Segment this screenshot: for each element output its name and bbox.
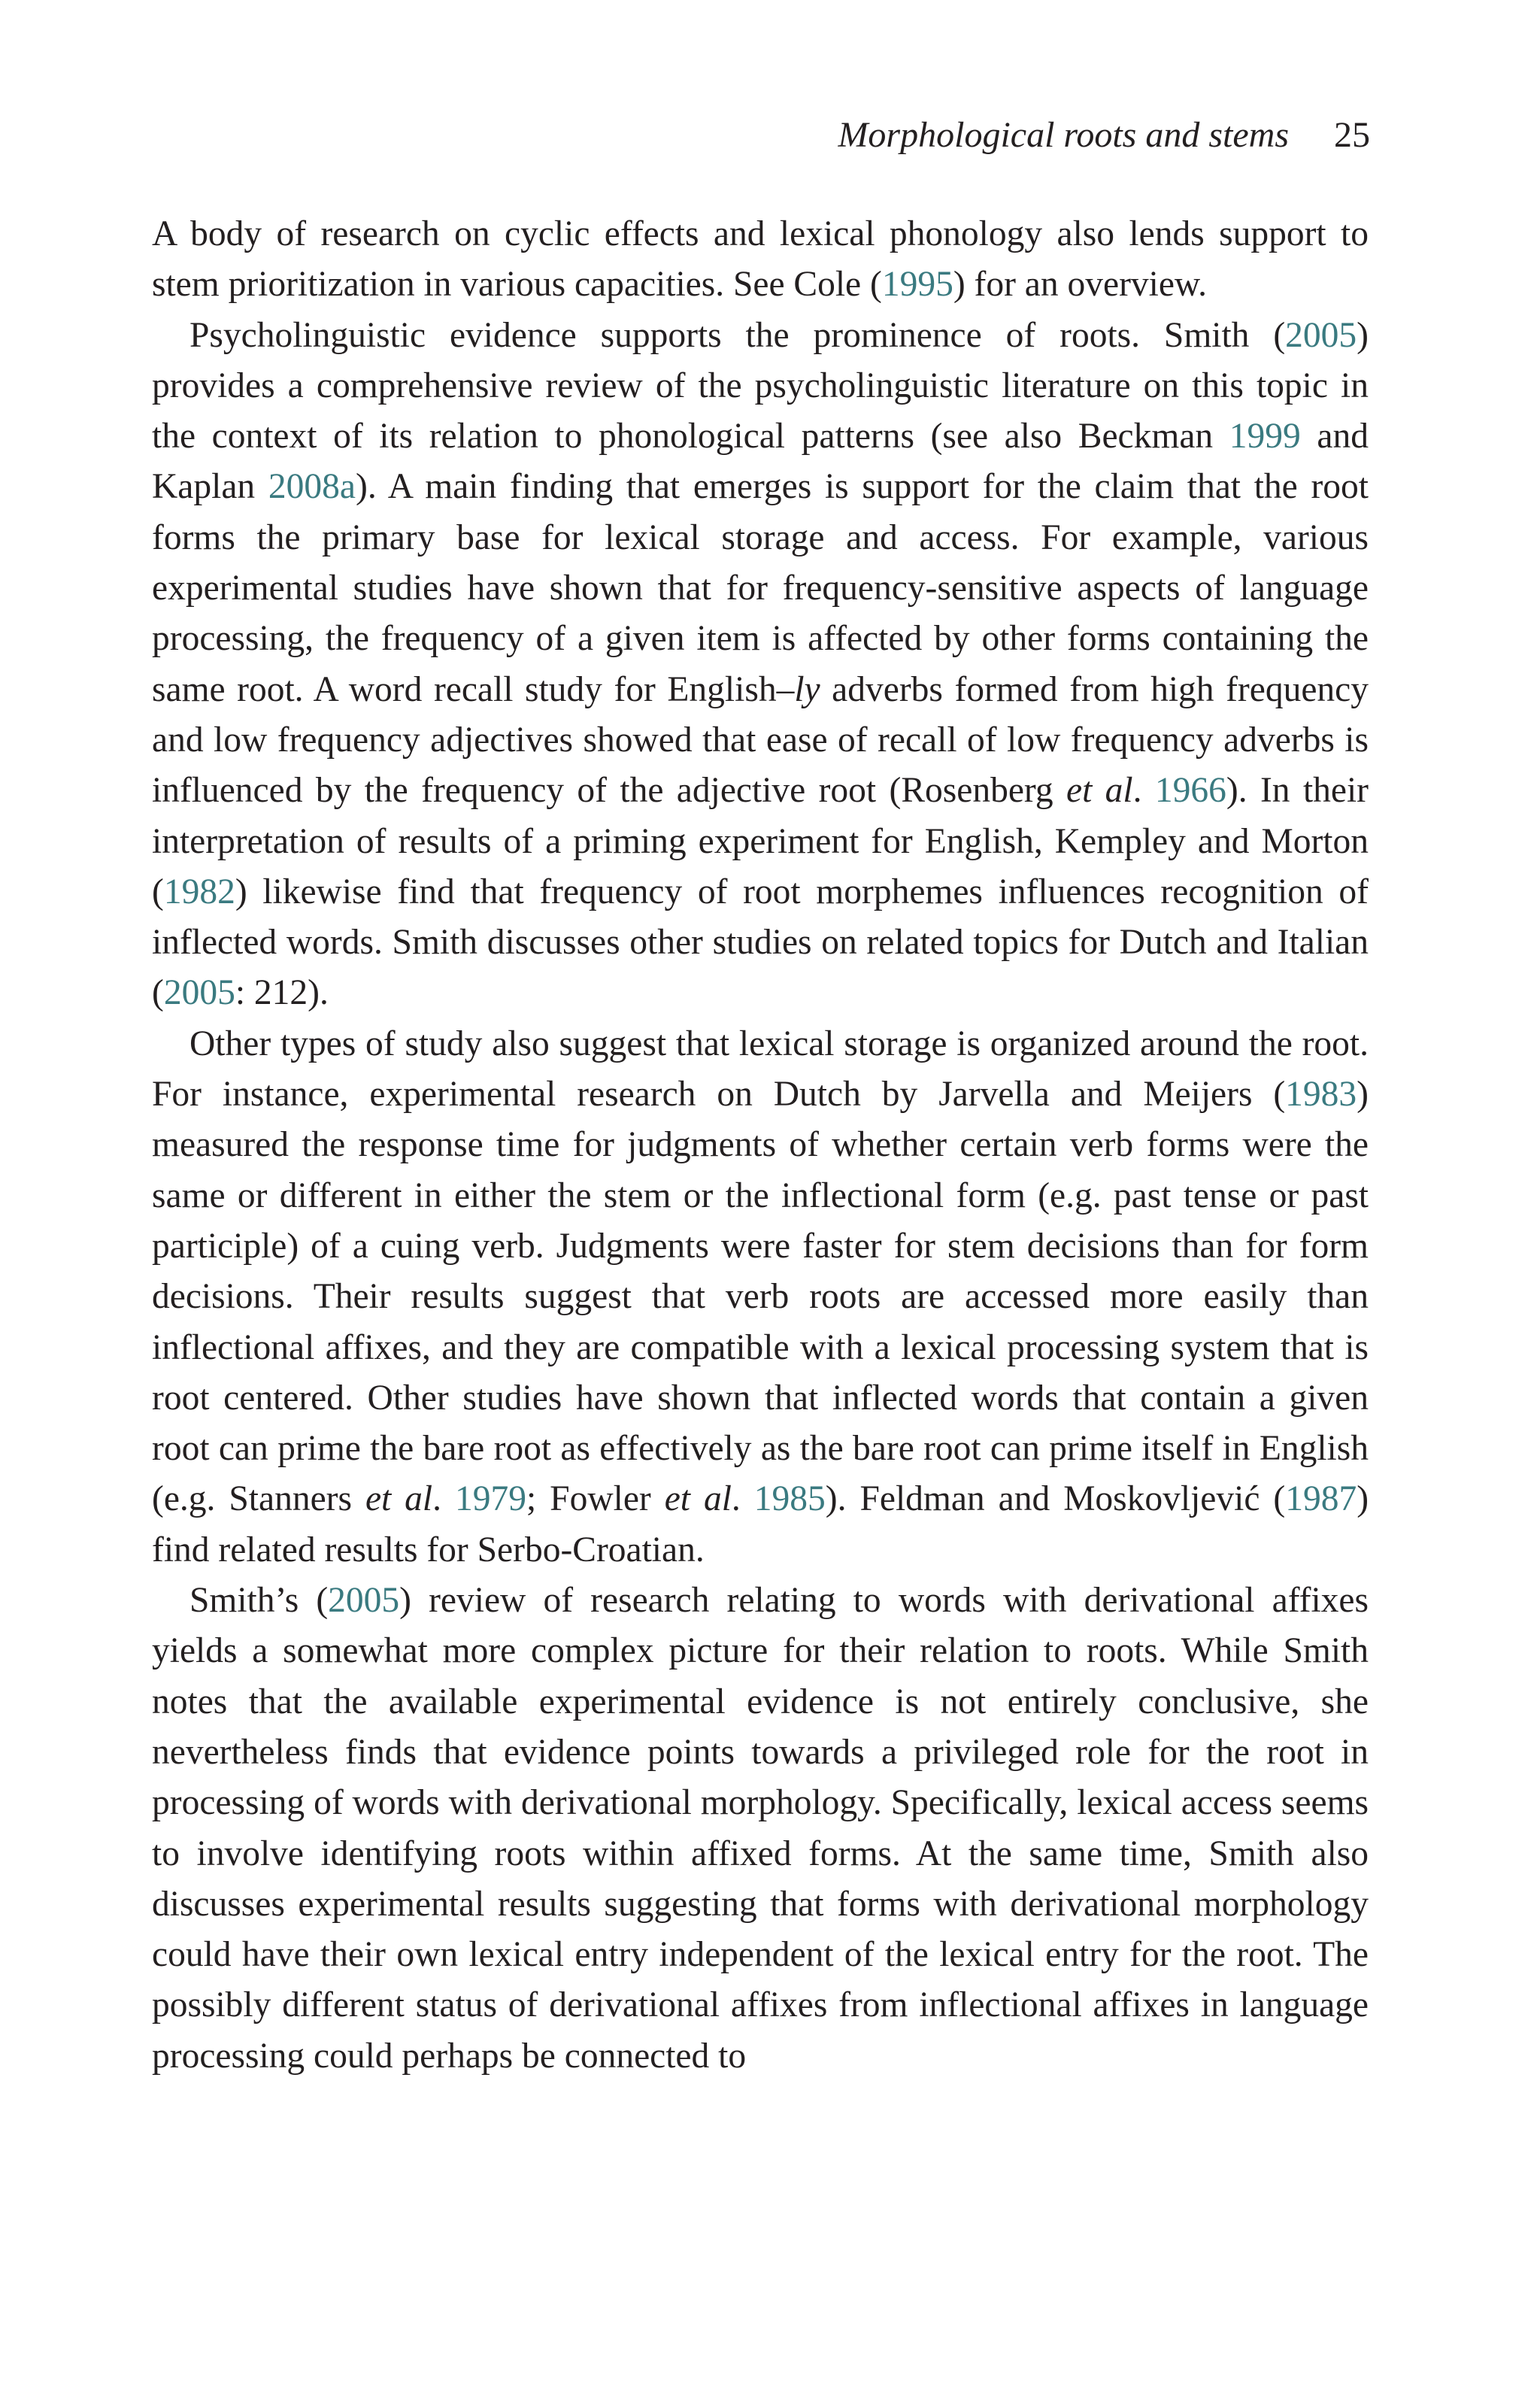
page-number: 25: [1334, 115, 1370, 155]
running-head: [838, 113, 1370, 158]
text-run: ) review of research relating to words with derivational affixes yields a somewhat more complex picture for their relation to roots. While Smith notes that the available experimental evidence is not entirely conclusive, she nevertheless finds that evidence points towards a privileged role for the root in processing of words with derivational morphology. Specifically, lexical access seems to involve identifying roots within affixed forms. At the same time, Smith also discusses experimental results suggesting that forms with derivational morphology could have their own lexical entry independent of the lexical entry for the root. The possibly different status of derivational affixes from inflectional affixes in language processing could perhaps be connected to: [152, 1581, 1369, 2076]
citation-year-link[interactable]: 1987: [1285, 1479, 1357, 1519]
text-run: Other types of study also suggest that lexical storage is organized around the root. For instance, experimental research on Dutch by Jarvella and Meijers (: [152, 1024, 1369, 1115]
paragraph: [152, 311, 1369, 1019]
italic-text: et al: [1066, 771, 1133, 811]
italic-text: ly: [794, 669, 820, 709]
citation-year-link[interactable]: 1982: [163, 872, 235, 911]
text-run: : 212).: [235, 973, 329, 1013]
text-run: and Kaplan: [152, 417, 1369, 507]
text-run: Psycholinguistic evidence supports the prominence of roots. Smith (: [189, 315, 1286, 355]
citation-year-link[interactable]: 1995: [881, 265, 953, 305]
citation-year-link[interactable]: 1985: [753, 1479, 826, 1519]
text-run: ) likewise find that frequency of root morphemes influences recognition of inflected words. Smith discusses other studies on related topics for Dutch and Italian (: [152, 872, 1369, 1013]
citation-year-link[interactable]: 1966: [1154, 771, 1226, 811]
citation-year-link[interactable]: 2005: [163, 973, 235, 1013]
paragraph: [152, 209, 1369, 311]
text-run: .: [1132, 771, 1155, 811]
citation-year-link[interactable]: 1999: [1229, 417, 1301, 456]
text-run: ; Fowler: [526, 1479, 665, 1519]
citation-year-link[interactable]: 1979: [455, 1479, 526, 1519]
citation-year-link[interactable]: 1983: [1285, 1075, 1357, 1115]
text-run: Smith’s (: [189, 1581, 329, 1621]
text-run: ). A main finding that emerges is support for the claim that the root forms the primary base for lexical storage and access. For example, various experimental studies have shown that for frequency-sensitive aspects of language processing, the frequency of a given item is affected by other forms containing the same root. A word recall study for English–: [152, 467, 1369, 709]
italic-text: et al: [664, 1479, 732, 1519]
citation-year-link[interactable]: 2008a: [268, 467, 356, 507]
text-run: ) for an overview.: [953, 265, 1208, 305]
paragraph: [152, 1019, 1369, 1576]
text-run: ) find related results for Serbo-Croatian.: [152, 1479, 1369, 1570]
body-text: [152, 209, 1369, 2082]
running-head-title: Morphological roots and stems: [838, 115, 1289, 155]
citation-year-link[interactable]: 2005: [1285, 315, 1357, 355]
citation-year-link[interactable]: 2005: [328, 1581, 400, 1621]
text-run: .: [432, 1479, 455, 1519]
text-run: .: [731, 1479, 754, 1519]
text-run: ) measured the response time for judgments of whether certain verb forms were the same or different in either the stem or the inflectional form (e.g. past tense or past participle) of a cuing verb. Judgments were faster for stem decisions than for form decisions. Their results suggest that verb roots are accessed more easily than inflectional affixes, and they are compatible with a lexical processing system that is root centered. Other studies have shown that inflected words that contain a given root can prime the bare root as effectively as the bare root can prime itself in English (e.g. Stanners: [152, 1075, 1369, 1519]
text-run: ). Feldman and Moskovljević (: [825, 1479, 1286, 1519]
text-run: A body of research on cyclic effects and lexical phonology also lends support to stem prioritization in various capacities. See Cole (: [152, 214, 1369, 305]
italic-text: et al: [365, 1479, 433, 1519]
paragraph: [152, 1576, 1369, 2082]
text-run: ) provides a comprehensive review of the psycholinguistic literature on this topic in the context of its relation to phonological patterns (see also Beckman: [152, 315, 1369, 456]
text-run: adverbs formed from high frequency and low frequency adjectives showed that ease of recall of low frequency adverbs is influenced by the frequency of the adjective root (Rosenberg: [152, 669, 1369, 811]
text-run: ). In their interpretation of results of a priming experiment for English, Kempley and Morton (: [152, 771, 1369, 911]
